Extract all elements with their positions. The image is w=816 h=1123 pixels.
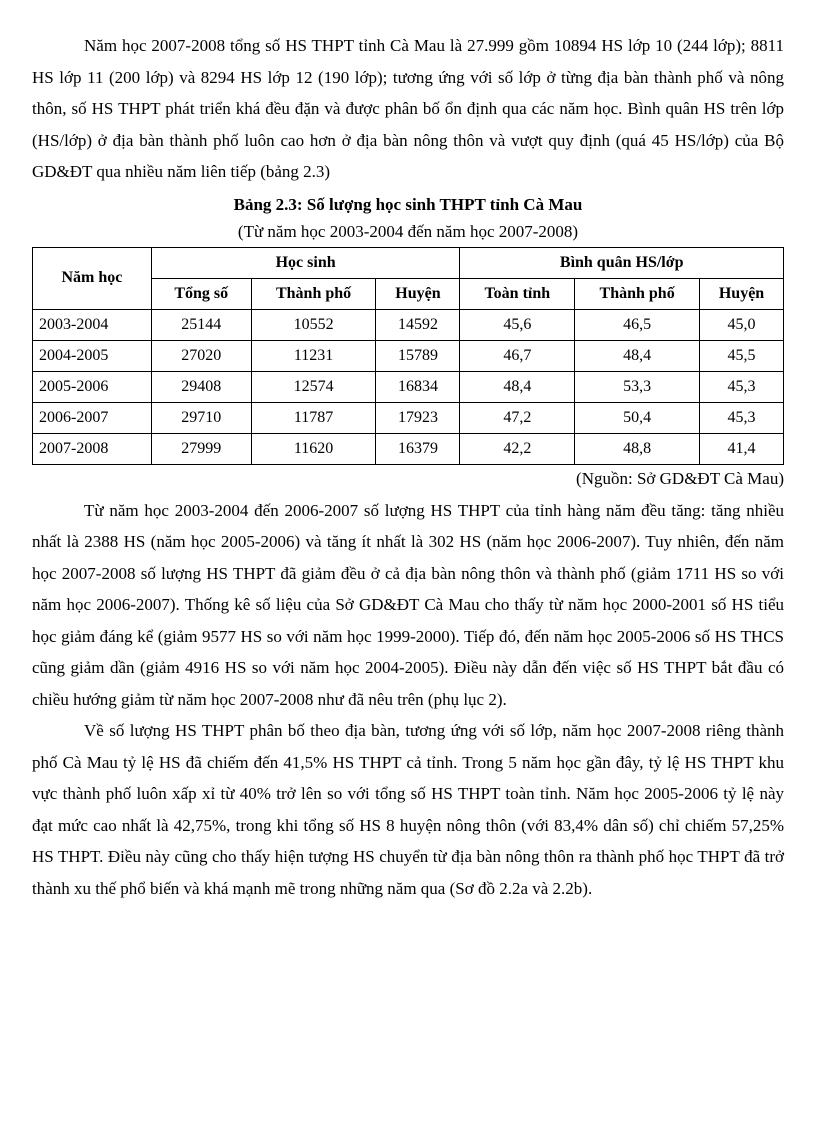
cell-year: 2007-2008 — [33, 433, 152, 464]
header-col-avg-district: Huyện — [700, 278, 784, 309]
header-col-city: Thành phố — [251, 278, 376, 309]
cell-avg-province: 46,7 — [460, 340, 575, 371]
cell-avg-city: 50,4 — [575, 402, 700, 433]
cell-district: 15789 — [376, 340, 460, 371]
cell-avg-province: 47,2 — [460, 402, 575, 433]
paragraph-distribution: Về số lượng HS THPT phân bố theo địa bàn, tương ứng với số lớp, năm học 2007-2008 riêng thành phố Cà Mau tỷ lệ HS đã chiếm đến 41,5% HS THPT cả tỉnh. Trong 5 năm học gần đây, tỷ lệ HS THPT khu vực thành phố luôn xấp xỉ từ 40% trở lên so với tổng số HS THPT toàn tỉnh. Năm học 2005-2006 tỷ lệ này đạt mức cao nhất là 42,75%, trong khi tổng số HS 8 huyện nông thôn (với 83,4% dân số) chỉ chiếm 57,25% HS THPT. Điều này cũng cho thấy hiện tượng HS chuyển từ địa bàn nông thôn ra thành phố học THPT đã trở thành xu thế phổ biến và khá mạnh mẽ trong những năm qua (Sơ đồ 2.2a và 2.2b). — [32, 721, 784, 898]
cell-city: 11787 — [251, 402, 376, 433]
document-page — [32, 30, 784, 904]
table-row — [33, 371, 784, 402]
cell-avg-city: 53,3 — [575, 371, 700, 402]
cell-total: 27020 — [151, 340, 251, 371]
cell-district: 16834 — [376, 371, 460, 402]
header-col-avg-city: Thành phố — [575, 278, 700, 309]
paragraph-intro: Năm học 2007-2008 tổng số HS THPT tỉnh Cà Mau là 27.999 gồm 10894 HS lớp 10 (244 lớp); 8811 HS lớp 11 (200 lớp) và 8294 HS lớp 12 (190 lớp); tương ứng với số lớp ở từng địa bàn thành phố và nông thôn, số HS THPT phát triển khá đều đặn và được phân bố ổn định qua các năm học. Bình quân HS trên lớp (HS/lớp) ở địa bàn thành phố luôn cao hơn ở địa bàn nông thôn và vượt quy định (quá 45 HS/lớp) của Bộ GD&ĐT qua nhiều năm liên tiếp (bảng 2.3) — [32, 36, 784, 181]
cell-avg-district: 45,3 — [700, 371, 784, 402]
table-row — [33, 433, 784, 464]
cell-total: 29710 — [151, 402, 251, 433]
cell-year: 2003-2004 — [33, 309, 152, 340]
cell-year: 2006-2007 — [33, 402, 152, 433]
cell-year: 2005-2006 — [33, 371, 152, 402]
cell-avg-city: 46,5 — [575, 309, 700, 340]
cell-avg-district: 45,3 — [700, 402, 784, 433]
cell-avg-city: 48,8 — [575, 433, 700, 464]
cell-total: 27999 — [151, 433, 251, 464]
table-row — [33, 340, 784, 371]
header-col-total: Tổng số — [151, 278, 251, 309]
table-subtitle: (Từ năm học 2003-2004 đến năm học 2007-2008) — [237, 221, 579, 241]
cell-total: 29408 — [151, 371, 251, 402]
cell-avg-province: 45,6 — [460, 309, 575, 340]
students-table — [32, 247, 784, 465]
cell-district: 17923 — [376, 402, 460, 433]
header-group-students: Học sinh — [151, 247, 460, 278]
cell-avg-district: 45,5 — [700, 340, 784, 371]
table-header-row-group — [33, 247, 784, 278]
cell-year: 2004-2005 — [33, 340, 152, 371]
header-col-avg-province: Toàn tỉnh — [460, 278, 575, 309]
cell-total: 25144 — [151, 309, 251, 340]
header-col-district: Huyện — [376, 278, 460, 309]
cell-district: 14592 — [376, 309, 460, 340]
header-group-average: Bình quân HS/lớp — [460, 247, 784, 278]
table-source: (Nguồn: Sở GD&ĐT Cà Mau) — [576, 468, 784, 488]
cell-district: 16379 — [376, 433, 460, 464]
cell-avg-province: 48,4 — [460, 371, 575, 402]
cell-city: 11231 — [251, 340, 376, 371]
table-row — [33, 309, 784, 340]
cell-city: 11620 — [251, 433, 376, 464]
cell-city: 10552 — [251, 309, 376, 340]
cell-city: 12574 — [251, 371, 376, 402]
cell-avg-district: 41,4 — [700, 433, 784, 464]
table-title: Bảng 2.3: Số lượng học sinh THPT tỉnh Cà Mau — [233, 194, 583, 214]
header-year: Năm học — [33, 247, 152, 309]
cell-avg-province: 42,2 — [460, 433, 575, 464]
table-row — [33, 402, 784, 433]
cell-avg-city: 48,4 — [575, 340, 700, 371]
paragraph-trend: Từ năm học 2003-2004 đến 2006-2007 số lượng HS THPT của tỉnh hàng năm đều tăng: tăng nhiều nhất là 2388 HS (năm học 2005-2006) và tăng ít nhất là 302 HS (năm học 2006-2007). Tuy nhiên, đến năm học 2007-2008 số lượng HS THPT đã giảm đều ở cả địa bàn nông thôn và thành phố (giảm 1711 HS so với năm học 2006-2007). Thống kê số liệu của Sở GD&ĐT Cà Mau cho thấy từ năm học 2000-2001 số HS tiểu học giảm đáng kể (giảm 9577 HS so với năm học 1999-2000). Tiếp đó, đến năm học 2005-2006 số HS THCS cũng giảm dần (giảm 4916 HS so với năm học 2004-2005). Điều này dẫn đến việc số HS THPT bắt đầu có chiều hướng giảm từ năm học 2007-2008 như đã nêu trên (phụ lục 2). — [32, 500, 784, 709]
cell-avg-district: 45,0 — [700, 309, 784, 340]
